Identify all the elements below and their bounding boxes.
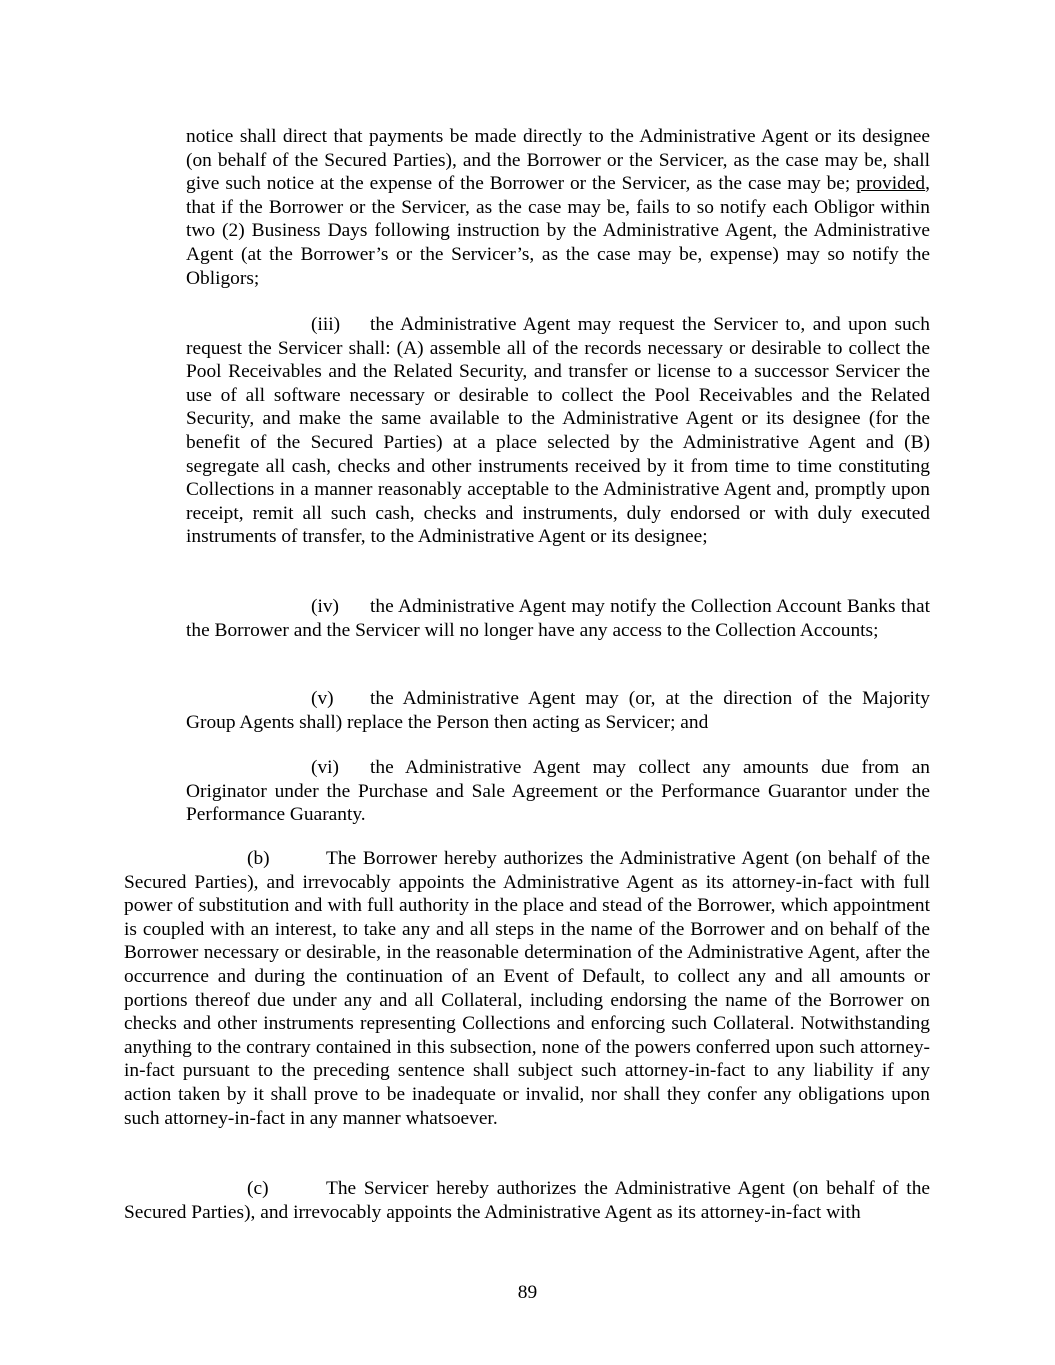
paragraph-c bbox=[124, 1177, 930, 1224]
paragraph-vi bbox=[186, 756, 930, 827]
page-number: 89 bbox=[517, 1282, 538, 1303]
continuation-text-after: , that if the Borrower or the Servicer, as the case may be, fails to so notify each Obligor within two (2) Business Days following instruction by the Administrative Agent, the Administrative Agent (at the Borrower’s or the Servicer’s, as the case may be, expense) may so notify the Obligors; bbox=[186, 173, 930, 289]
paragraph-iii bbox=[186, 313, 930, 549]
continuation-paragraph bbox=[186, 125, 930, 290]
paragraph-label: (iii) bbox=[311, 314, 341, 335]
paragraph-text: the Administrative Agent may collect any amounts due from an Originator under the Purchase and Sale Agreement or the Performance Guarantor under the Performance Guaranty. bbox=[186, 757, 930, 826]
paragraph-label: (v) bbox=[311, 688, 334, 709]
paragraph-label: (iv) bbox=[311, 596, 339, 617]
paragraph-text: the Administrative Agent may request the Servicer to, and upon such request the Servicer shall: (A) assemble all of the records necessary or desirable to collect the Pool Receivables and the Related Security, and transfer or license to a successor Servicer the use of all software necessary or desirable to collect the Pool Receivables and the Related Security, and make the same available to the Administrative Agent or its designee (for the benefit of the Secured Parties) at a place selected by the Administrative Agent and (B) segregate all cash, checks and other instruments received by it from time to time constituting Collections in a manner reasonably acceptable to the Administrative Agent and, promptly upon receipt, remit all such cash, checks and instruments, duly endorsed or with duly executed instruments of transfer, to the Administrative Agent or its designee; bbox=[186, 314, 930, 548]
paragraph-text: The Borrower hereby authorizes the Administrative Agent (on behalf of the Secured Parties), and irrevocably appoints the Administrative Agent as its attorney-in-fact with full power of substitution and with full authority in the place and stead of the Borrower, which appointment is coupled with an interest, to take any and all steps in the name of the Borrower and on behalf of the Borrower necessary or desirable, in the reasonable determination of the Administrative Agent, after the occurrence and during the continuation of an Event of Default, to collect any and all amounts or portions thereof due under any and all Collateral, including endorsing the name of the Borrower on checks and other instruments representing Collections and enforcing such Collateral. Notwithstanding anything to the contrary contained in this subsection, none of the powers conferred upon such attorney-in-fact pursuant to the preceding sentence shall subject such attorney-in-fact to any liability if any action taken by it shall prove to be inadequate or invalid, nor shall they confer any obligations upon such attorney-in-fact in any manner whatsoever. bbox=[124, 848, 930, 1129]
continuation-text-before: notice shall direct that payments be made directly to the Administrative Agent or its designee (on behalf of the Secured Parties), and the Borrower or the Servicer, as the case may be, shall give such notice at the expense of the Borrower or the Servicer, as the case may be; bbox=[186, 126, 930, 195]
paragraph-text: The Servicer hereby authorizes the Administrative Agent (on behalf of the Secured Parties), and irrevocably appoints the Administrative Agent as its attorney-in-fact with bbox=[124, 1178, 930, 1223]
paragraph-label: (c) bbox=[247, 1178, 269, 1199]
paragraph-text: the Administrative Agent may (or, at the direction of the Majority Group Agents shall) replace the Person then acting as Servicer; and bbox=[186, 688, 930, 733]
paragraph-iv bbox=[186, 595, 930, 642]
paragraph-text: the Administrative Agent may notify the Collection Account Banks that the Borrower and the Servicer will no longer have any access to the Collection Accounts; bbox=[186, 596, 930, 641]
paragraph-v bbox=[186, 687, 930, 734]
paragraph-b bbox=[124, 847, 930, 1130]
paragraph-label: (b) bbox=[247, 848, 270, 869]
provided-term: provided bbox=[856, 173, 926, 195]
paragraph-label: (vi) bbox=[311, 757, 339, 778]
